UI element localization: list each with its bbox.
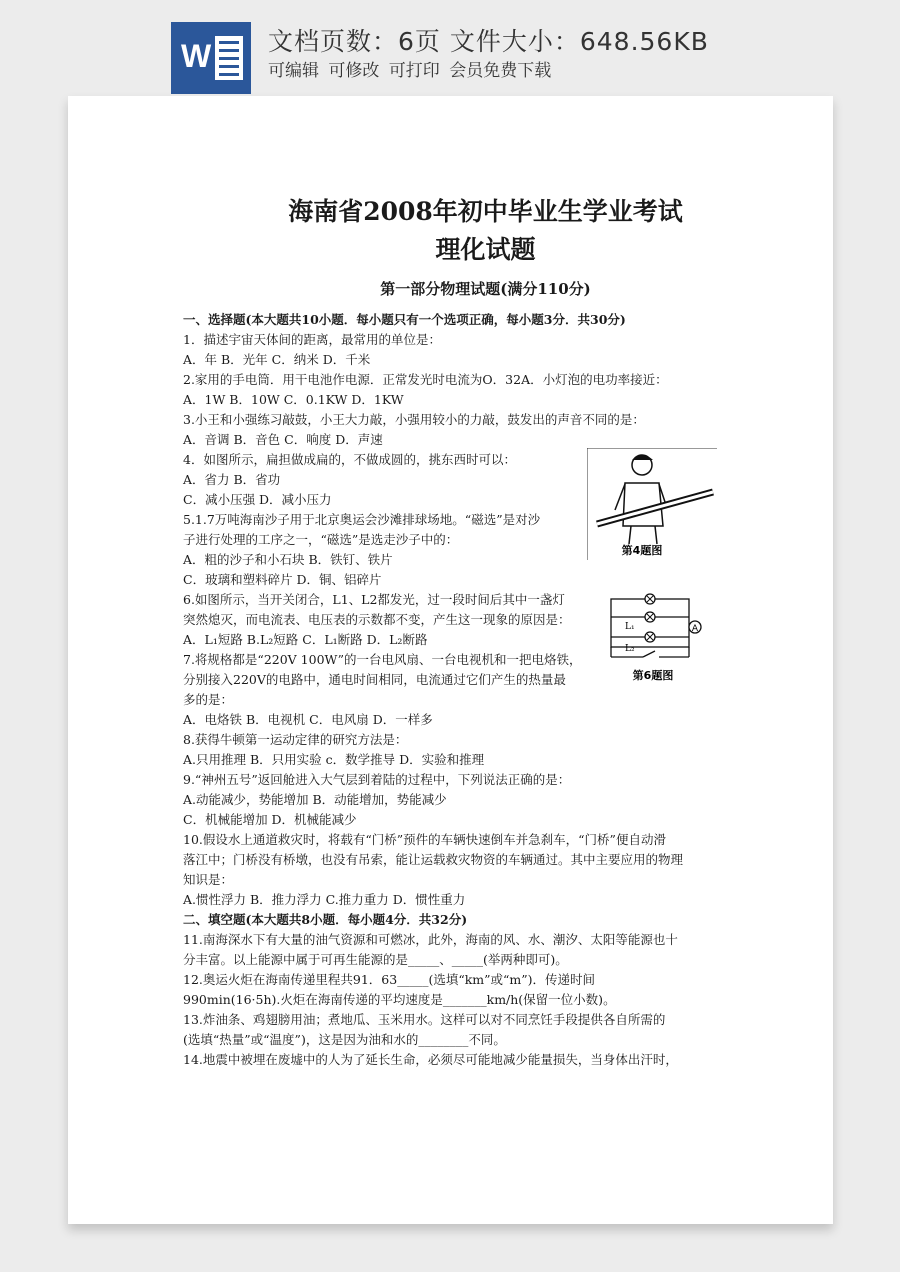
question-line: 子进行处理的工序之一，“磁选”是选走沙子中的： <box>183 532 459 547</box>
question-line: 3.小王和小强练习敲鼓，小王大力敲，小强用较小的力敲，鼓发出的声音不同的是： <box>183 412 645 427</box>
question-line: 2.家用的手电筒．用干电池作电源．正常发光时电流为O．32A．小灯泡的电功率接近： <box>183 372 668 387</box>
question-line: 6.如图所示，当开关闭合，L1、L2都发光，过一段时间后其中一盏灯 <box>183 592 565 607</box>
question-line: 分别接入220V的电路中，通电时间相同，电流通过它们产生的热量最 <box>183 672 566 687</box>
question-line: A．省力 B．省功 <box>183 472 281 487</box>
word-letter: W <box>181 38 212 74</box>
question-line: 12.奥运火炬在海南传递里程共91．63_____(选填“km”或“m”)．传递时间 <box>183 972 596 987</box>
figure-6-circuit <box>603 593 713 685</box>
question-line: 5.1.7万吨海南沙子用于北京奥运会沙滩排球场地。“磁选”是对沙 <box>183 512 541 527</box>
question-line: A．音调 B．音色 C．响度 D．声速 <box>183 432 383 447</box>
question-line: C．机械能增加 D．机械能减少 <box>183 812 357 827</box>
question-line: A．年 B．光年 C．纳米 D．千米 <box>183 352 371 367</box>
file-meta-pages-size: 文档页数：6页 文件大小：648.56KB <box>268 27 709 56</box>
question-line: C．玻璃和塑料碎片 D．铜、铝碎片 <box>183 572 382 587</box>
figure-6-caption: 第6题图 <box>632 669 674 682</box>
question-line: 8.获得牛顿第一运动定律的研究方法是： <box>183 732 408 747</box>
question-line: 落江中；门桥没有桥墩，也没有吊索，能让运载救灾物资的车辆通过。其中主要应用的物理 <box>183 852 684 867</box>
exam-title: 海南省2008年初中毕业生学业考试 <box>288 197 683 226</box>
question-line: 10.假设水上通道救灾时，将载有“门桥”预件的车辆快速倒车并急刹车，“门桥”便自动滑 <box>183 832 666 847</box>
lamp-l1-label: L₁ <box>625 622 635 632</box>
question-line: 4．如图所示，扁担做成扁的，不做成圆的，挑东西时可以： <box>183 452 516 467</box>
question-line: (选填“热量”或“温度”)，这是因为油和水的________不同。 <box>183 1032 506 1047</box>
document-page <box>68 96 833 1224</box>
question-line: 知识是： <box>183 872 234 887</box>
question-line: 13.炸油条、鸡翅膀用油；煮地瓜、玉米用水。这样可以对不同烹饪手段提供各自所需的 <box>183 1012 666 1027</box>
exam-subtitle: 理化试题 <box>435 235 536 264</box>
question-line: A．粗的沙子和小石块 B．铁钉、铁片 <box>183 552 393 567</box>
question-line: 多的是： <box>183 692 234 707</box>
question-line: 11.南海深水下有大量的油气资源和可燃冰，此外，海南的风、水、潮汐、太阳等能源也十 <box>183 932 678 947</box>
question-line: 分丰富。以上能源中属于可再生能源的是_____、_____(举两种即可)。 <box>183 952 568 967</box>
svg-text:A: A <box>691 624 699 634</box>
figure-4-shoulder-pole <box>587 448 717 560</box>
figure-4-caption: 第4题图 <box>621 544 663 557</box>
file-meta-features: 可编辑 可修改 可打印 会员免费下载 <box>268 61 552 81</box>
question-line: 1．描述宇宙天体间的距离，最常用的单位是： <box>183 332 441 347</box>
word-document-icon <box>171 22 251 94</box>
question-line: 990min(16·5h).火炬在海南传递的平均速度是_______km/h(保留一位小数)。 <box>183 992 616 1007</box>
question-line: 突然熄灭，而电流表、电压表的示数都不变，产生这一现象的原因是： <box>183 612 571 627</box>
question-line: 9.“神州五号”返回舱进入大气层到着陆的过程中，下列说法正确的是： <box>183 772 571 787</box>
section-header-line: 二、填空题(本大题共8小题．每小题4分．共32分) <box>183 912 468 927</box>
question-line: A．1W B．10W C．0.1KW D．1KW <box>183 392 404 407</box>
question-line: A.只用推理 B．只用实验 c．数学推导 D．实验和推理 <box>183 752 485 767</box>
question-line: A.惯性浮力 B．推力浮力 C.推力重力 D．惯性重力 <box>183 892 466 907</box>
question-line: A.动能减少，势能增加 B．动能增加，势能减少 <box>183 792 447 807</box>
question-line: 7.将规格都是“220V 100W”的一台电风扇、一台电视机和一把电烙铁， <box>183 652 582 667</box>
question-line: C．减小压强 D．减小压力 <box>183 492 332 507</box>
download-banner <box>0 0 900 96</box>
question-line: A．电烙铁 B．电视机 C．电风扇 D．一样多 <box>183 712 433 727</box>
lamp-l2-label: L₂ <box>625 644 635 654</box>
question-line: A．L₁短路 B.L₂短路 C．L₁断路 D．L₂断路 <box>183 632 428 647</box>
question-line: 14.地震中被埋在废墟中的人为了延长生命，必须尽可能地减少能量损失，当身体出汗时， <box>183 1052 678 1067</box>
section-header-line: 一、选择题(本大题共10小题．每小题只有一个选项正确，每小题3分．共30分) <box>183 312 626 327</box>
section-heading: 第一部分物理试题(满分110分) <box>380 280 591 298</box>
